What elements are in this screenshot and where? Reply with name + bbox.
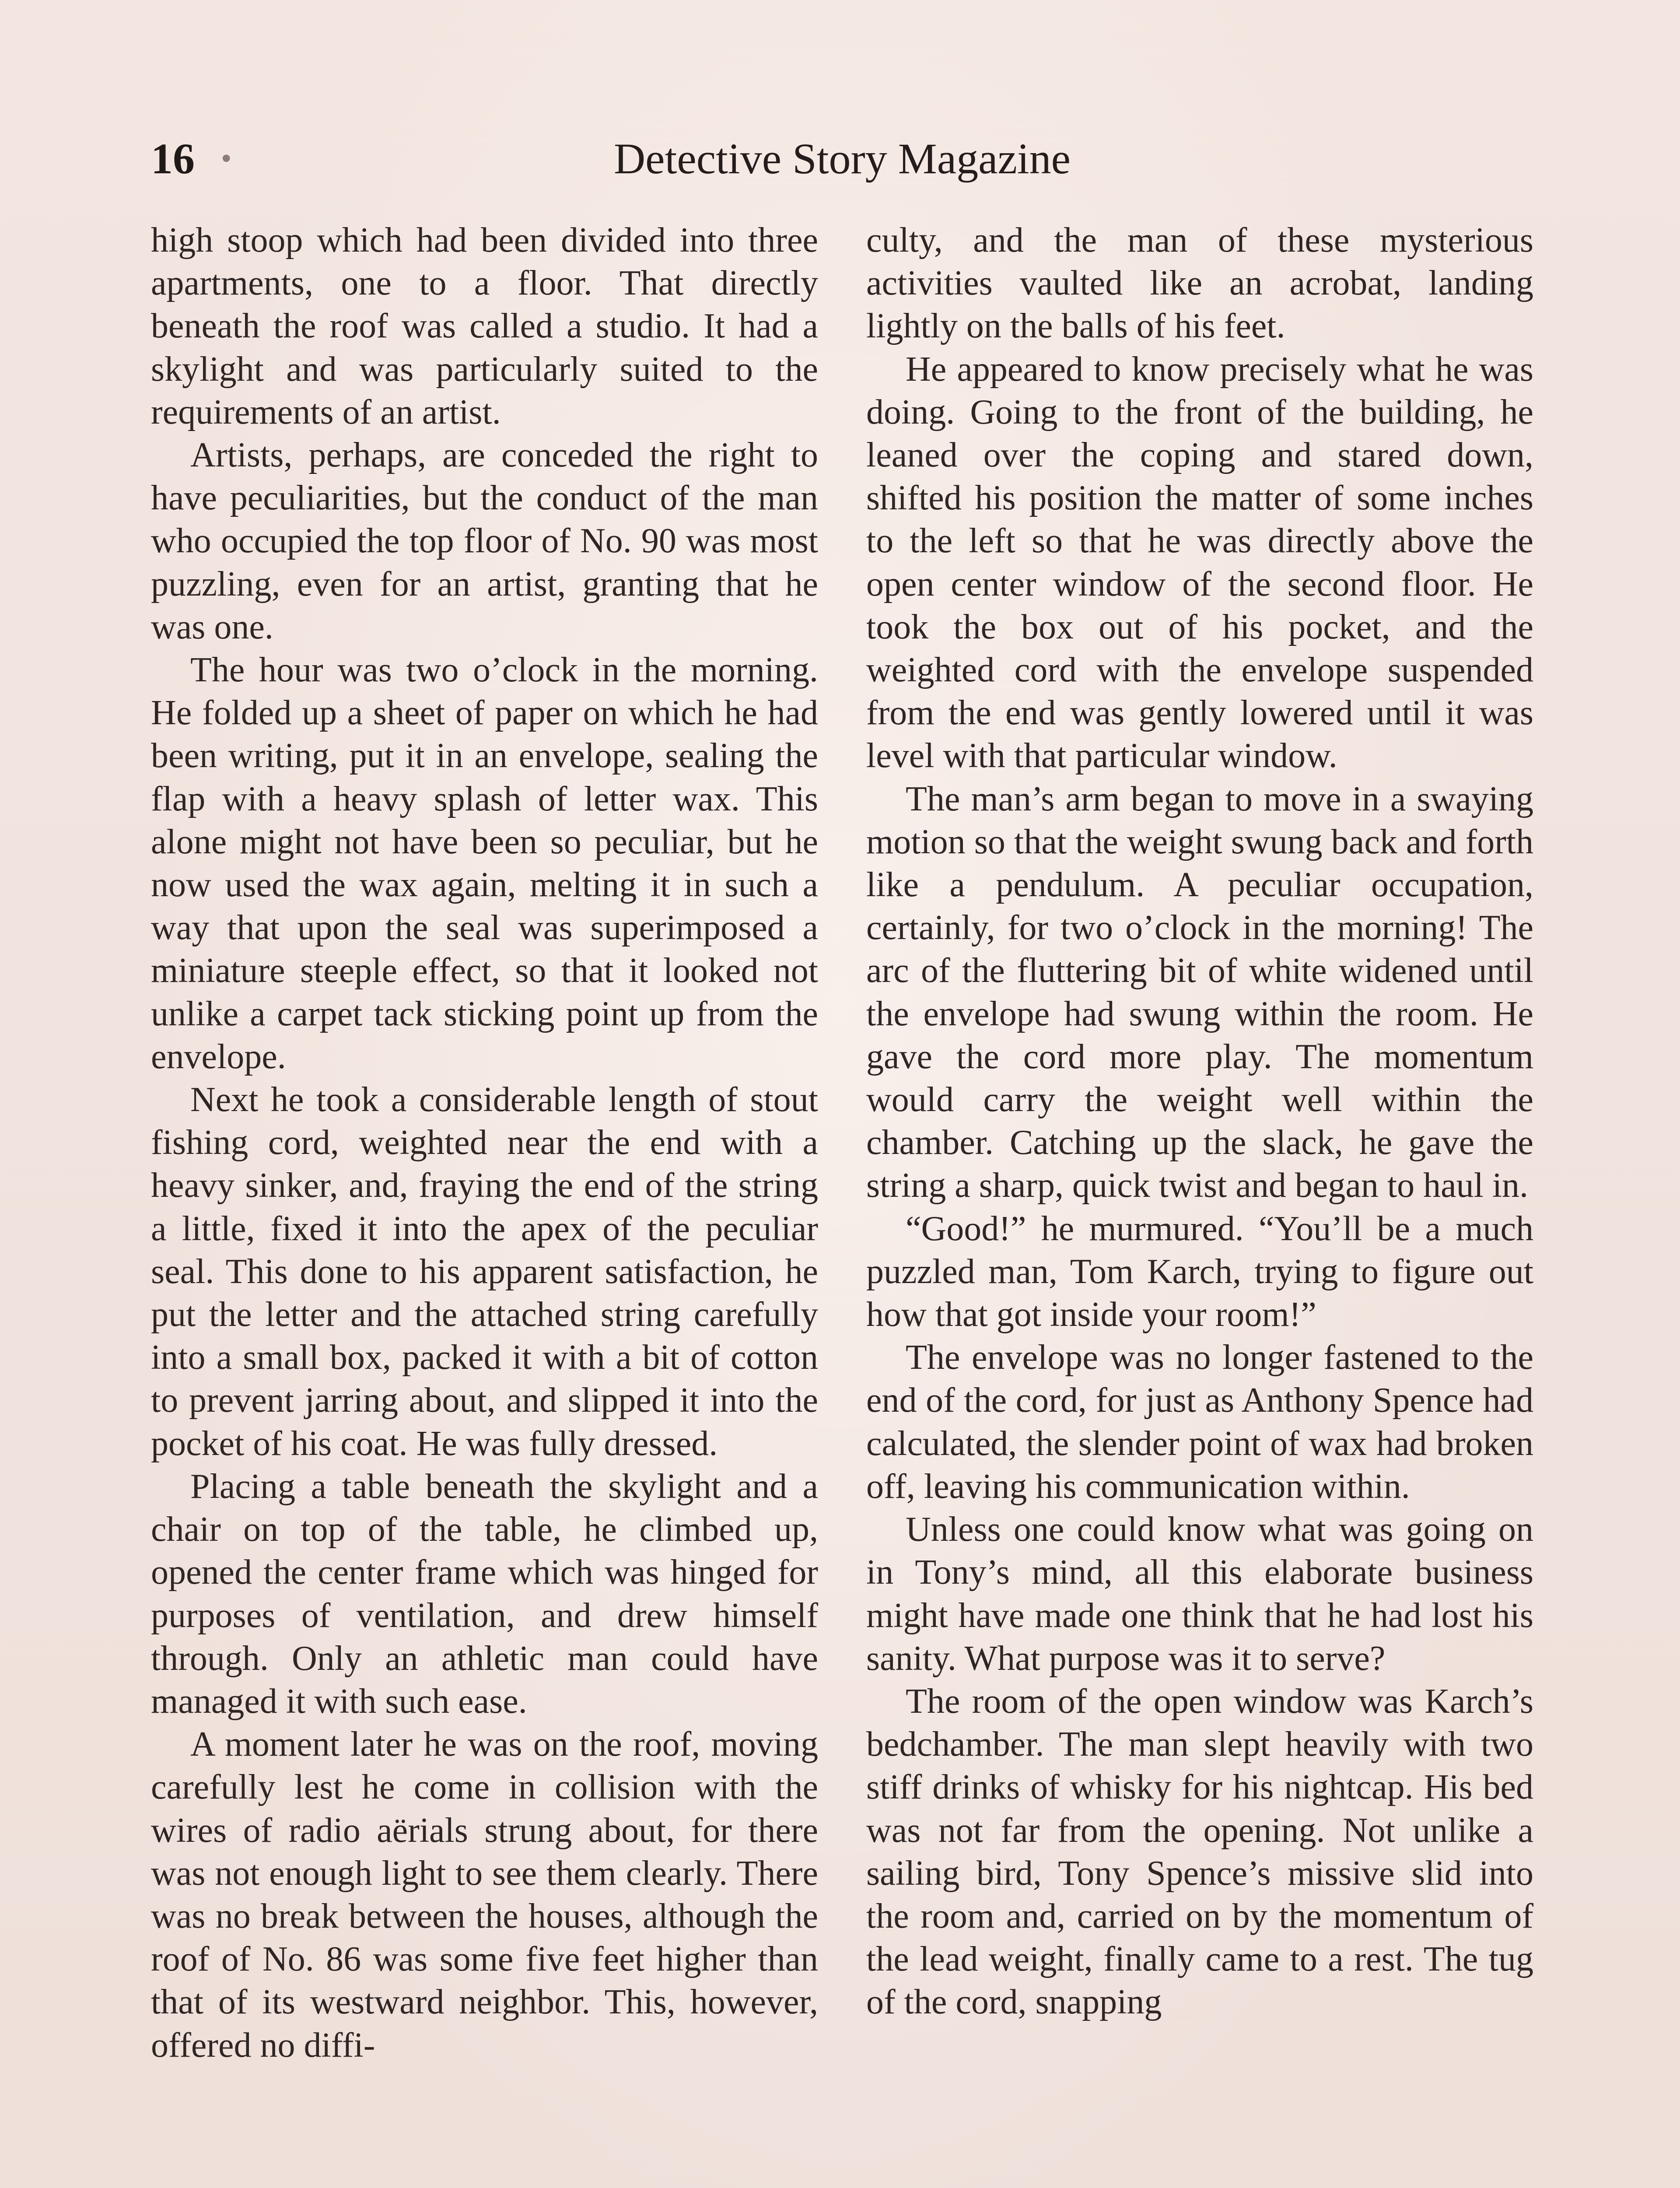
header-dot: • [221, 142, 232, 175]
paragraph: The man’s arm began to move in a swaying motion so that the weight swung back and forth like a pendulum. A peculiar occupation, certainly, for two o’clock in the morning! The arc of the fluttering bit of white widened until the envelope had swung within the room. He gave the cord more play. The momentum would carry the weight well within the chamber. Catching up the slack, he gave the string a sharp, quick twist and began to haul in. [866, 779, 1533, 1205]
left-column [151, 219, 818, 2067]
paragraph: The hour was two o’clock in the morning. He folded up a sheet of paper on which he had been writing, put it in an envelope, sealing the flap with a heavy splash of letter wax. This alone might not have been so peculiar, but he now used the wax again, melting it in such a way that upon the seal was superimposed a miniature steeple effect, so that it looked not unlike a carpet tack sticking point up from the envelope. [151, 651, 818, 1076]
paragraph: “Good!” he murmured. “You’ll be a much puzzled man, Tom Karch, trying to figure out how that got inside your room!” [866, 1209, 1533, 1334]
paragraph: He appeared to know precisely what he was doing. Going to the front of the building, he leaned over the coping and stared down, shifted his position the matter of some inches to the left so that he was directly above the open center window of the second floor. He took the box out of his pocket, and the weighted cord with the envelope suspended from the end was gently lowered until it was level with that particular window. [866, 350, 1533, 775]
page-header [151, 126, 1533, 192]
paragraph: The envelope was no longer fastened to the end of the cord, for just as Anthony Spence had calculated, the slender point of wax had broken off, leaving his communication within. [866, 1338, 1533, 1506]
right-column [866, 219, 1533, 2024]
paragraph: Next he took a considerable length of stout fishing cord, weighted near the end with a heavy sinker, and, fraying the end of the string a little, fixed it into the apex of the peculiar seal. This done to his apparent satisfaction, he put the letter and the attached string carefully into a small box, packed it with a bit of cotton to prevent jarring about, and slipped it into the pocket of his coat. He was fully dressed. [151, 1080, 818, 1463]
paragraph: culty, and the man of these mysterious activities vaulted like an acrobat, landing lightly on the balls of his feet. [866, 221, 1533, 346]
paragraph: Placing a table beneath the skylight and a chair on top of the table, he climbed up, opened the center frame which was hinged for purposes of ventilation, and drew himself through. Only an athletic man could have managed it with such ease. [151, 1467, 818, 1721]
paragraph: Unless one could know what was going on in Tony’s mind, all this elaborate business might have made one think that he had lost his sanity. What purpose was it to serve? [866, 1510, 1533, 1678]
paragraph: A moment later he was on the roof, moving carefully lest he come in collision with the wires of radio aërials strung about, for there was not enough light to see them clearly. There was no break between the houses, although the roof of No. 86 was some five feet higher than that of its westward neighbor. This, however, offered no diffi- [151, 1725, 818, 2065]
page-number: 16 [151, 134, 195, 183]
paragraph: The room of the open window was Karch’s bedchamber. The man slept heavily with two stiff drinks of whisky for his nightcap. His bed was not far from the opening. Not unlike a sailing bird, Tony Spence’s missive slid into the room and, carried on by the momentum of the lead weight, finally came to a rest. The tug of the cord, snapping [866, 1682, 1533, 2022]
paragraph: high stoop which had been divided into three apartments, one to a floor. That directly beneath the roof was called a studio. It had a skylight and was particularly suited to the requirements of an artist. [151, 221, 818, 431]
running-title: Detective Story Magazine [613, 134, 1071, 183]
paragraph: Artists, perhaps, are conceded the right to have peculiarities, but the conduct of the man who occupied the top floor of No. 90 was most puzzling, even for an artist, granting that he was one. [151, 436, 818, 646]
